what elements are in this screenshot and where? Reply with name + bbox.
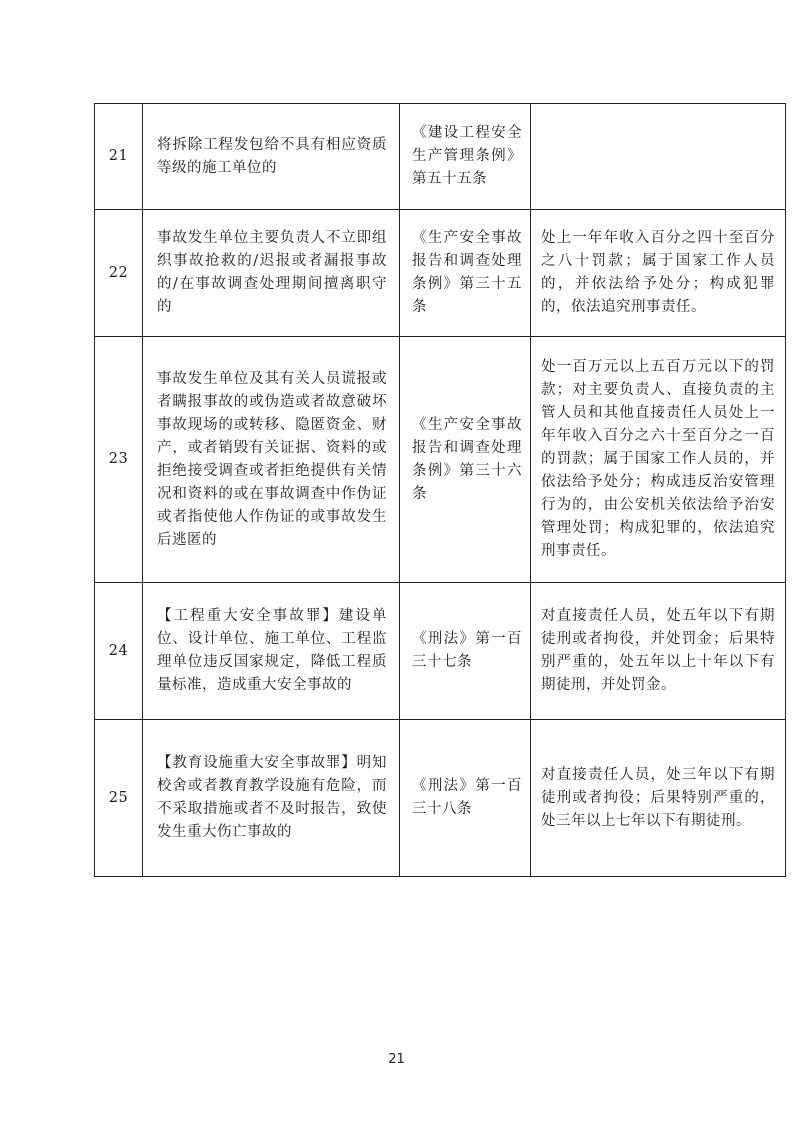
penalty-table <box>94 103 786 877</box>
penalty-description: 对直接责任人员，处三年以下有期徒刑或者拘役；后果特别严重的，处三年以上七年以下有期徒刑。 <box>531 720 786 877</box>
row-number: 24 <box>95 583 143 720</box>
legal-basis: 《刑法》第一百三十八条 <box>400 720 531 877</box>
violation-description: 将拆除工程发包给不具有相应资质等级的施工单位的 <box>143 104 400 210</box>
legal-basis: 《建设工程安全生产管理条例》第五十五条 <box>400 104 531 210</box>
legal-basis: 《生产安全事故报告和调查处理条例》第三十六条 <box>400 337 531 583</box>
penalty-description: 处一百万元以上五百万元以下的罚款；对主要负责人、直接负责的主管人员和其他直接责任人员处上一年年收入百分之六十至百分之一百的罚款；属于国家工作人员的，并依法给予处分；构成违反治安管理行为的，由公安机关依法给予治安管理处罚；构成犯罪的，依法追究刑事责任。 <box>531 337 786 583</box>
legal-basis: 《生产安全事故报告和调查处理条例》第三十五条 <box>400 210 531 337</box>
page-number: 21 <box>388 1052 405 1067</box>
violation-description: 【工程重大安全事故罪】建设单位、设计单位、施工单位、工程监理单位违反国家规定，降低工程质量标准，造成重大安全事故的 <box>143 583 400 720</box>
table-row <box>95 210 786 337</box>
violation-description: 事故发生单位主要负责人不立即组织事故抢救的/迟报或者漏报事故的/在事故调查处理期间擅离职守的 <box>143 210 400 337</box>
table-row <box>95 720 786 877</box>
row-number: 21 <box>95 104 143 210</box>
penalty-description: 对直接责任人员，处五年以下有期徒刑或者拘役，并处罚金；后果特别严重的，处五年以上十年以下有期徒刑，并处罚金。 <box>531 583 786 720</box>
row-number: 25 <box>95 720 143 877</box>
violation-description: 事故发生单位及其有关人员谎报或者瞒报事故的或伪造或者故意破坏事故现场的或转移、隐匿资金、财产，或者销毁有关证据、资料的或拒绝接受调查或者拒绝提供有关情况和资料的或在事故调查中作伪证或者指使他人作伪证的或事故发生后逃匿的 <box>143 337 400 583</box>
row-number: 23 <box>95 337 143 583</box>
penalty-description: 处上一年年收入百分之四十至百分之八十罚款；属于国家工作人员的，并依法给予处分；构成犯罪的，依法追究刑事责任。 <box>531 210 786 337</box>
legal-basis: 《刑法》第一百三十七条 <box>400 583 531 720</box>
table-row <box>95 583 786 720</box>
table-row <box>95 337 786 583</box>
table-row <box>95 104 786 210</box>
penalty-description <box>531 104 786 210</box>
violation-description: 【教育设施重大安全事故罪】明知校舍或者教育教学设施有危险，而不采取措施或者不及时报告，致使发生重大伤亡事故的 <box>143 720 400 877</box>
row-number: 22 <box>95 210 143 337</box>
